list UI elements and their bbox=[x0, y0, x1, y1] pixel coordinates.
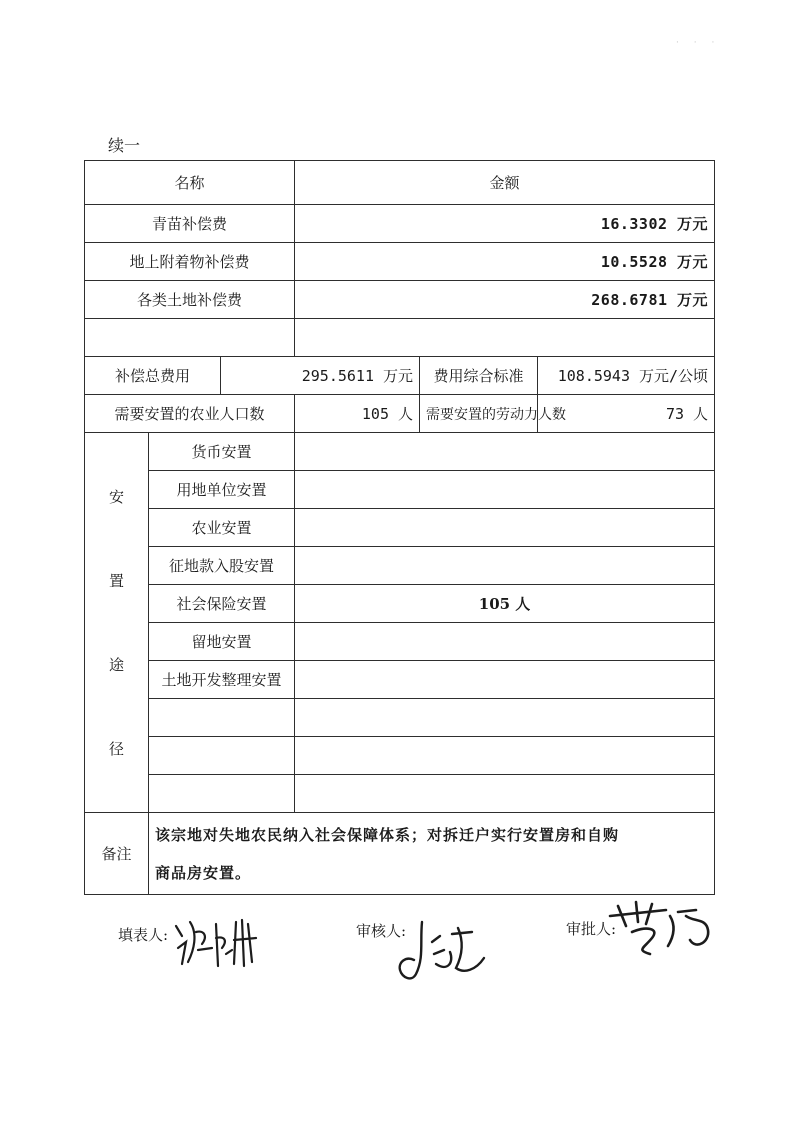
route-name: 用地单位安置 bbox=[149, 471, 295, 509]
compensation-amount: 10.5528 万元 bbox=[295, 243, 715, 281]
compensation-amount: 268.6781 万元 bbox=[295, 281, 715, 319]
route-name: 土地开发整理安置 bbox=[149, 661, 295, 699]
agri-population-label: 需要安置的农业人口数 bbox=[85, 395, 295, 433]
blank-cell bbox=[295, 737, 715, 775]
header-row bbox=[85, 161, 715, 205]
route-name: 留地安置 bbox=[149, 623, 295, 661]
approver-label: 审批人: bbox=[566, 920, 617, 938]
compensation-name: 地上附着物补偿费 bbox=[85, 243, 295, 281]
total-fee-value: 295.5611 万元 bbox=[221, 357, 420, 395]
compensation-name: 青苗补偿费 bbox=[85, 205, 295, 243]
route-name: 农业安置 bbox=[149, 509, 295, 547]
standard-fee-value: 108.5943 万元/公顷 bbox=[538, 357, 715, 395]
route-blank-row bbox=[85, 775, 715, 813]
population-row bbox=[85, 395, 715, 433]
standard-fee-label: 费用综合标准 bbox=[420, 357, 538, 395]
total-fee-label: 补偿总费用 bbox=[85, 357, 221, 395]
labor-population-label: 需要安置的劳动力人数 bbox=[420, 395, 538, 433]
continued-label: 续一 bbox=[108, 136, 141, 155]
route-value bbox=[295, 547, 715, 585]
route-row bbox=[85, 585, 715, 623]
route-row bbox=[85, 471, 715, 509]
agri-population-value: 105 人 bbox=[295, 395, 420, 433]
signature-row bbox=[0, 918, 800, 998]
route-label-char: 径 bbox=[108, 739, 124, 758]
route-name: 货币安置 bbox=[149, 433, 295, 471]
route-value bbox=[295, 509, 715, 547]
blank-cell bbox=[295, 319, 715, 357]
route-row bbox=[85, 509, 715, 547]
scan-mark: · · · bbox=[676, 38, 721, 48]
route-label-char: 安 bbox=[108, 487, 124, 506]
route-value bbox=[295, 623, 715, 661]
route-vertical-label bbox=[85, 433, 149, 813]
remarks-line: 商品房安置。 bbox=[155, 863, 252, 882]
route-value: 105 人 bbox=[295, 585, 715, 623]
blank-row bbox=[85, 319, 715, 357]
route-row bbox=[85, 433, 715, 471]
compensation-row bbox=[85, 281, 715, 319]
route-row bbox=[85, 547, 715, 585]
route-label-char: 置 bbox=[108, 571, 124, 590]
totals-row bbox=[85, 357, 715, 395]
compensation-row bbox=[85, 205, 715, 243]
header-name-cell: 名称 bbox=[85, 161, 295, 205]
preparer-label: 填表人: bbox=[118, 926, 169, 944]
blank-cell bbox=[295, 775, 715, 813]
route-name: 征地款入股安置 bbox=[149, 547, 295, 585]
remarks-content bbox=[149, 813, 715, 895]
blank-cell bbox=[295, 699, 715, 737]
route-blank-row bbox=[85, 737, 715, 775]
route-value bbox=[295, 433, 715, 471]
compensation-form-table bbox=[84, 160, 715, 895]
route-value bbox=[295, 661, 715, 699]
blank-cell bbox=[149, 775, 295, 813]
blank-cell bbox=[149, 699, 295, 737]
header-amount-cell: 金额 bbox=[295, 161, 715, 205]
route-blank-row bbox=[85, 699, 715, 737]
route-row bbox=[85, 623, 715, 661]
route-row bbox=[85, 661, 715, 699]
compensation-amount: 16.3302 万元 bbox=[295, 205, 715, 243]
remarks-label: 备注 bbox=[85, 813, 149, 895]
blank-cell bbox=[85, 319, 295, 357]
blank-cell bbox=[149, 737, 295, 775]
reviewer-label: 审核人: bbox=[356, 922, 407, 940]
compensation-name: 各类土地补偿费 bbox=[85, 281, 295, 319]
route-value bbox=[295, 471, 715, 509]
route-name: 社会保险安置 bbox=[149, 585, 295, 623]
compensation-row bbox=[85, 243, 715, 281]
labor-population-value: 73 人 bbox=[538, 395, 715, 433]
remarks-line: 该宗地对失地农民纳入社会保障体系；对拆迁户实行安置房和自购 bbox=[155, 825, 620, 844]
remarks-row bbox=[85, 813, 715, 895]
route-label-char: 途 bbox=[108, 655, 124, 674]
